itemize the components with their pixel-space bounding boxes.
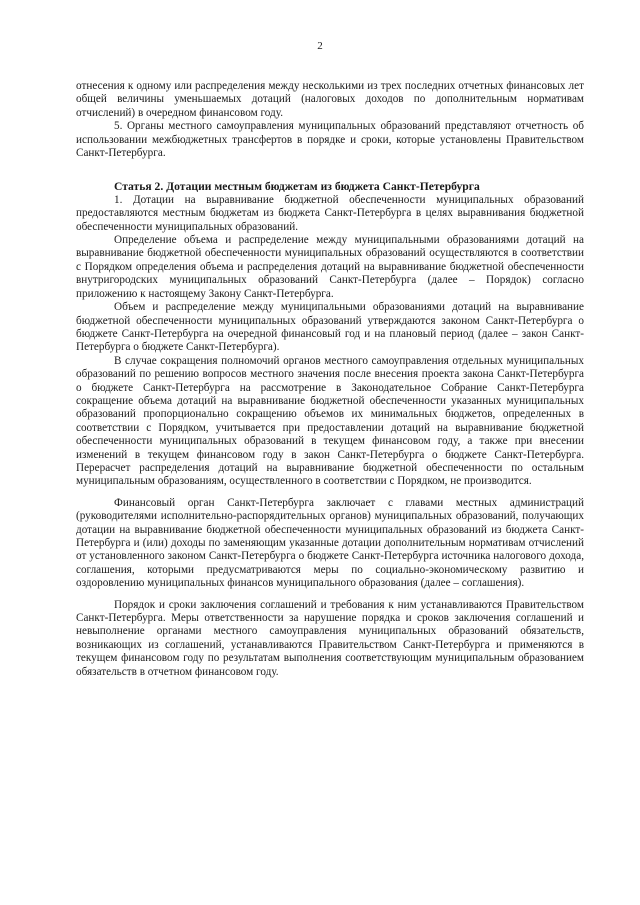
paragraph-procedure: Порядок и сроки заключения соглашений и требования к ним устанавливаются Правительством Санкт-Петербурга. Меры ответственности за нарушение порядка и сроков заключения соглашений и невыполнение органами местного самоуправления муниципальных образований обязательств, возникающих из соглашений, устанавливаются Правительством Санкт-Петербурга и применяются в текущем финансовом году по результатам выполнения соответствующим муниципальным образованием обязательств в отчетном финансовом году.	[76, 598, 584, 678]
paragraph-reduction: В случае сокращения полномочий органов местного самоуправления отдельных муниципальных образований по решению вопросов местного значения после внесения проекта закона Санкт-Петербурга о бюджете Санкт-Петербурга на рассмотрение в Законодательное Собрание Санкт-Петербурга сокращение объема дотаций на выравнивание бюджетной обеспеченности указанных муниципальных образований пропорционально сокращению объемов их минимальных бюджетов, определенных в соответствии с Порядком, учитывается при предоставлении дотаций на выравнивание бюджетной обеспеченности муниципальных образований в текущем финансовом году, а также при внесении изменений в текущем финансовом году в закон Санкт-Петербурга о бюджете Санкт-Петербурга. Перерасчет распределения дотаций на выравнивание бюджетной обеспеченности по остальным муниципальным образованиям, осуществленного в соответствии с Порядком, не производится.	[76, 354, 584, 488]
paragraph-continuation: отнесения к одному или распределения между несколькими из трех последних отчетных финансовых лет общей величины уменьшаемых дотаций (налоговых доходов по дополнительным нормативам отчислений) в очередном финансовом году.	[76, 80, 584, 119]
paragraph-agreements: Финансовый орган Санкт-Петербурга заключает с главами местных администраций (руководителями исполнительно-распорядительных органов) муниципальных образований, получающих дотации на выравнивание бюджетной обеспеченности муниципальных образований из бюджета Санкт-Петербурга и (или) доходы по заменяющим указанные дотации дополнительным нормативам отчислений от установленного законом Санкт-Петербурга о бюджете Санкт-Петербурга источника налогового дохода, соглашения, которыми предусматриваются меры по социально-экономическому развитию и оздоровлению муниципальных финансов муниципального образования (далее – соглашения).	[76, 496, 584, 590]
paragraph-volume: Объем и распределение между муниципальными образованиями дотаций на выравнивание бюджетной обеспеченности муниципальных образований утверждаются законом Санкт-Петербурга о бюджете Санкт-Петербурга на очередной финансовый год и на плановый период (далее – закон Санкт-Петербурга о бюджете Санкт-Петербурга).	[76, 301, 584, 354]
paragraph-item-5: 5. Органы местного самоуправления муниципальных образований представляют отчетность об использовании межбюджетных трансфертов в порядке и сроки, которые установлены Правительством Санкт-Петербурга.	[76, 120, 584, 160]
paragraph-item-1: 1. Дотации на выравнивание бюджетной обеспеченности муниципальных образований предоставляются местным бюджетам из бюджета Санкт-Петербурга в целях выравнивания бюджетной обеспеченности муниципальных образований.	[76, 193, 584, 233]
page-number: 2	[317, 40, 323, 52]
document-body	[76, 80, 584, 679]
paragraph-definition: Определение объема и распределение между муниципальными образованиями дотаций на выравнивание бюджетной обеспеченности муниципальных образований осуществляются в соответствии с Порядком определения объема и распределения дотаций на выравнивание бюджетной обеспеченности внутригородских муниципальных образований Санкт-Петербурга (далее – Порядок) согласно приложению к настоящему Закону Санкт-Петербурга.	[76, 234, 584, 300]
article-heading: Статья 2. Дотации местным бюджетам из бюджета Санкт-Петербурга	[114, 180, 480, 194]
